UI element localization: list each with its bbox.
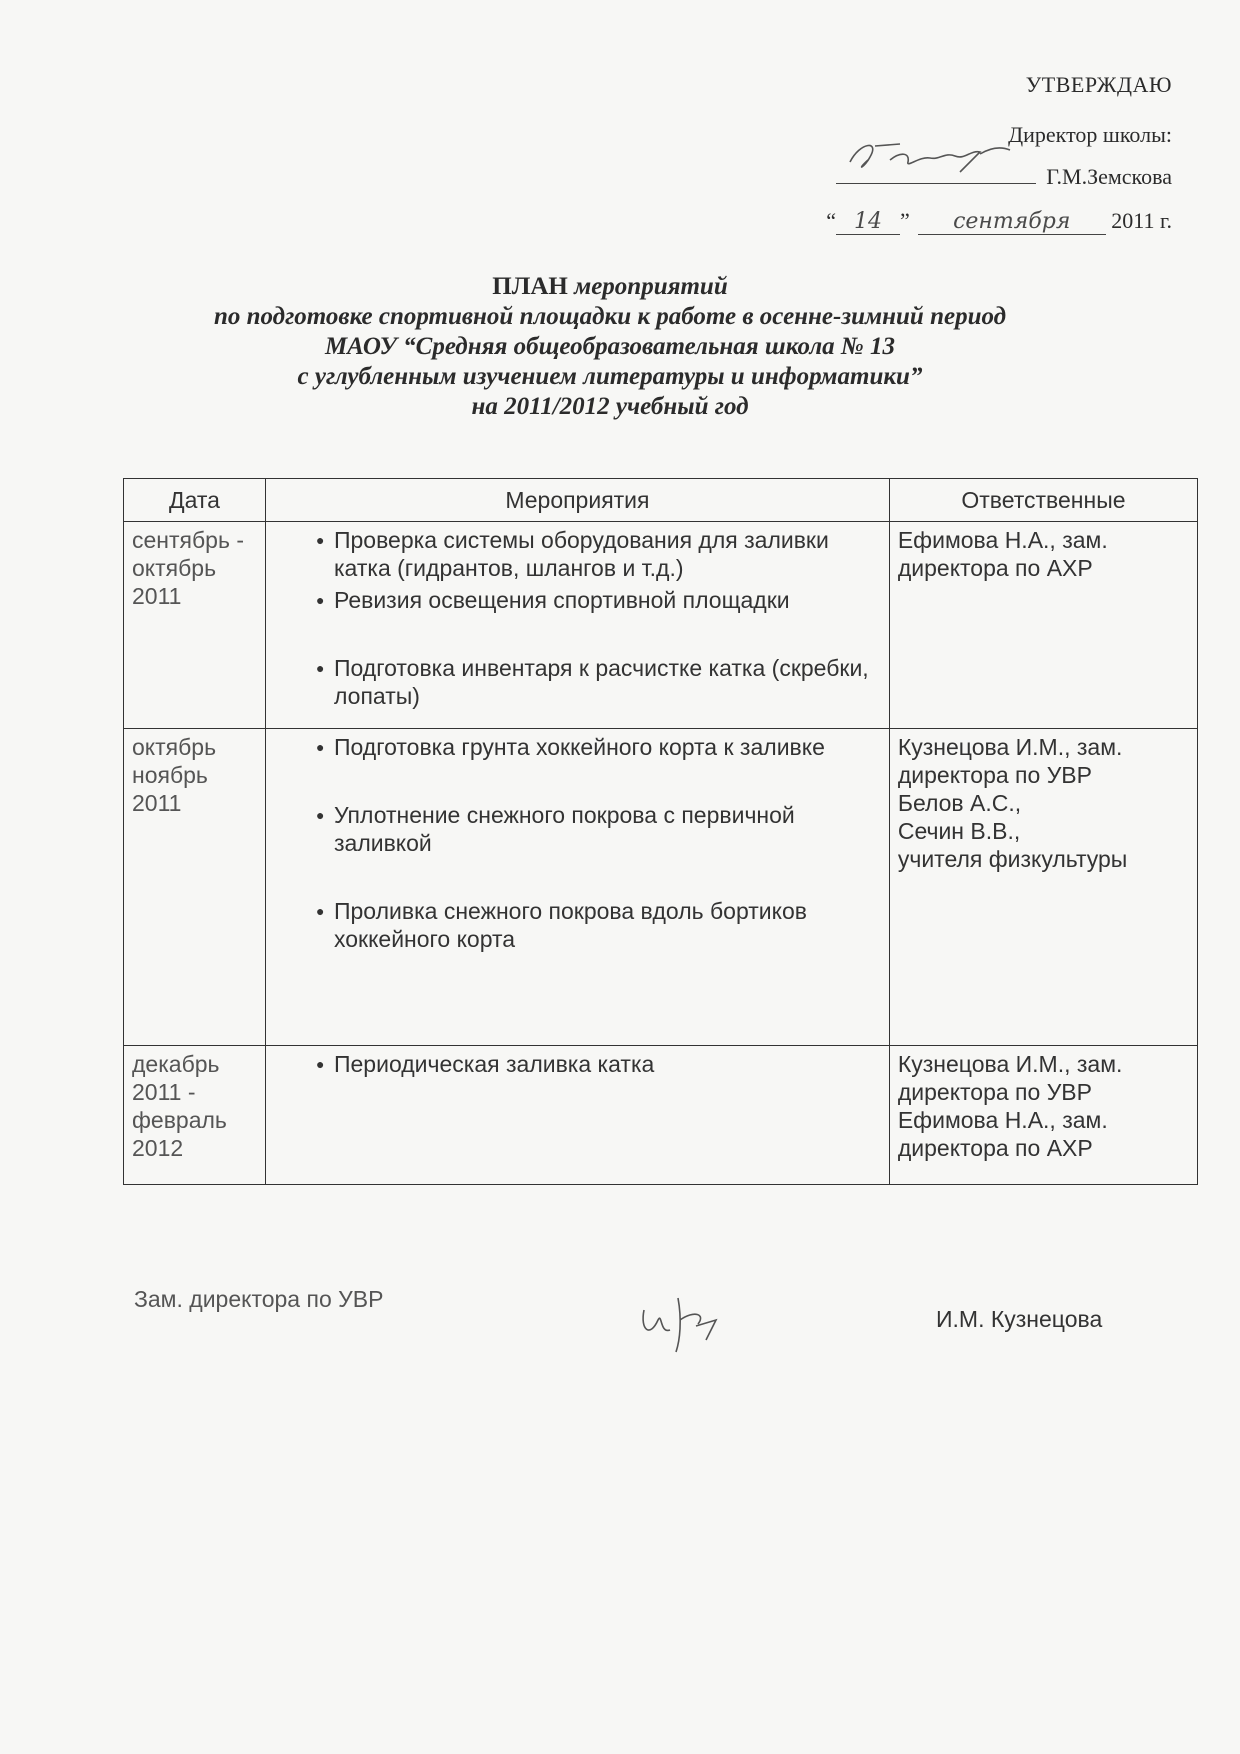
title-line-3: МАОУ “Средняя общеобразовательная школа № 13 [324,333,896,360]
header-activities: Мероприятия [265,479,889,522]
deputy-signature-image [636,1290,746,1360]
activity-item: ● Проливка снежного покрова вдоль бортиков хоккейного корта [316,897,881,953]
director-name: Г.М.Земскова [1046,164,1172,189]
header-responsible: Ответственные [889,479,1197,522]
row-responsible: Ефимова Н.А., зам. директора по АХР [889,522,1197,729]
approval-year-suffix: г. [1159,208,1172,233]
row-responsible: Кузнецова И.М., зам. директора по УВР Ефимова Н.А., зам. директора по АХР [889,1046,1197,1185]
activity-item: ● Подготовка грунта хоккейного корта к заливке [316,733,881,761]
approve-word: УТВЕРЖДАЮ [1025,72,1172,97]
director-position: Директор школы: [1008,122,1172,147]
row-activities [265,522,889,729]
activity-item: ● Проверка системы оборудования для заливки катка (гидрантов, шлангов и т.д.) [316,526,881,582]
row-date: октябрь ноябрь 2011 [124,729,266,1046]
row-date: сентябрь - октябрь 2011 [124,522,266,729]
plan-table [123,478,1198,1185]
table-row [124,522,1198,729]
approval-month: сентября [918,209,1106,235]
activity-item: ● Периодическая заливка катка [316,1050,881,1078]
director-signature-image [840,132,1030,182]
table-header-row [124,479,1198,522]
title-line-1: ПЛАН мероприятий [492,273,728,300]
table-row [124,1046,1198,1185]
title-line-2: по подготовке спортивной площадки к работе в осенне-зимний период [213,303,1007,330]
footer-name: И.М. Кузнецова [936,1306,1103,1332]
row-date: декабрь 2011 - февраль 2012 [124,1046,266,1185]
title-line-4: с углубленным изучением литературы и информатики” [297,363,923,390]
row-responsible: Кузнецова И.М., зам. директора по УВР Белов А.С., Сечин В.В., учителя физкультуры [889,729,1197,1046]
activity-item: ● Ревизия освещения спортивной площадки [316,586,881,614]
approval-date: “ 14 ” сентября 2011 г. [826,208,1172,234]
header-date: Дата [124,479,266,522]
title-line-5: на 2011/2012 учебный год [471,393,749,420]
approval-year: 2011 [1111,208,1155,233]
activity-item: ● Подготовка инвентаря к расчистке катка (скребки, лопаты) [316,654,881,710]
row-activities [265,729,889,1046]
activity-item: ● Уплотнение снежного покрова с первичной заливкой [316,801,881,857]
signature-underline [836,183,1036,184]
approval-day: 14 [836,209,900,235]
table-row [124,729,1198,1046]
row-activities [265,1046,889,1185]
footer-position: Зам. директора по УВР [134,1286,384,1312]
document-title [160,272,1060,422]
